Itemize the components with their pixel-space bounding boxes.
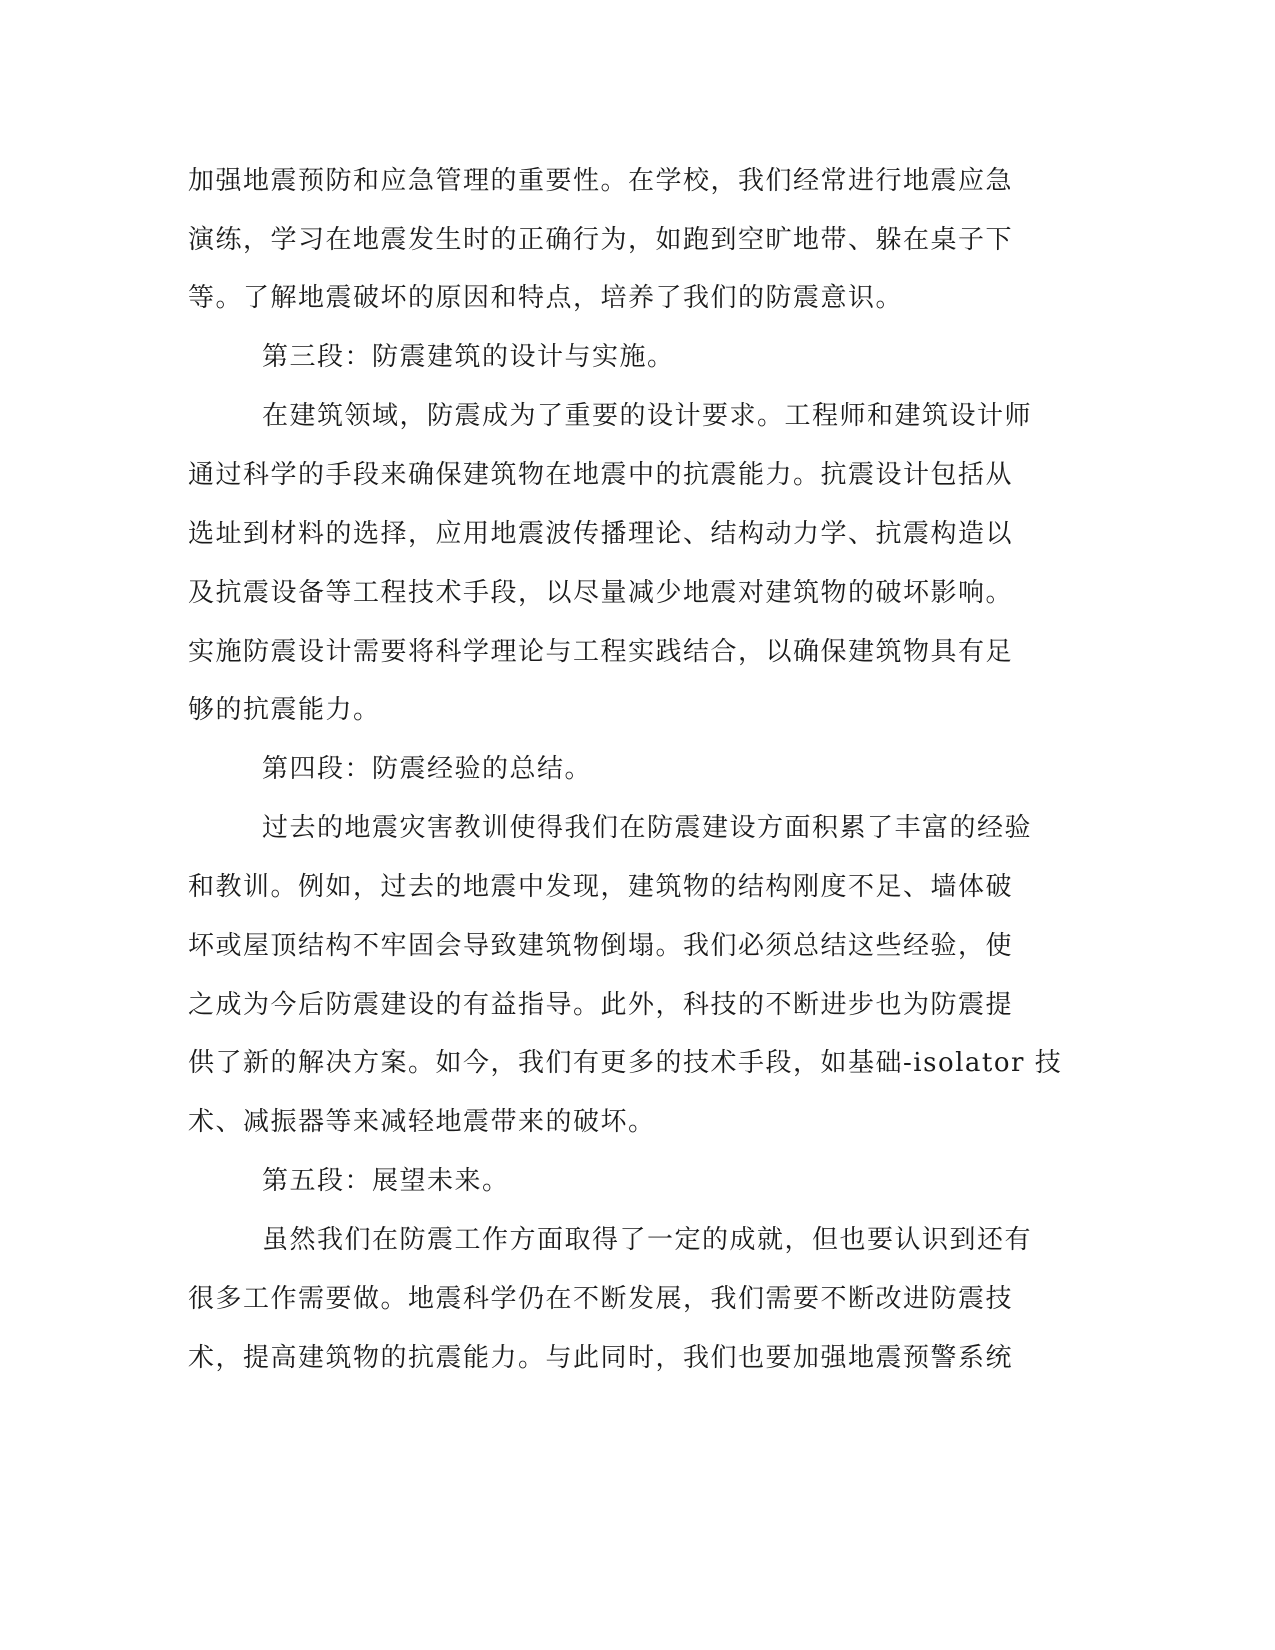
body-text-line: 选址到材料的选择，应用地震波传播理论、结构动力学、抗震构造以 xyxy=(188,519,1014,549)
body-text-line: 很多工作需要做。地震科学仍在不断发展，我们需要不断改进防震技 xyxy=(188,1284,1014,1314)
body-text-line: 供了新的解决方案。如今，我们有更多的技术手段，如基础-isolator 技 xyxy=(188,1048,1063,1078)
body-text-line: 在建筑领域，防震成为了重要的设计要求。工程师和建筑设计师 xyxy=(262,401,1033,431)
body-text-line: 虽然我们在防震工作方面取得了一定的成就，但也要认识到还有 xyxy=(262,1225,1033,1255)
body-text-line: 加强地震预防和应急管理的重要性。在学校，我们经常进行地震应急 xyxy=(188,166,1014,196)
body-text-line: 通过科学的手段来确保建筑物在地震中的抗震能力。抗震设计包括从 xyxy=(188,460,1014,490)
section-heading-3: 第三段：防震建筑的设计与实施。 xyxy=(262,342,675,372)
body-text-line: 及抗震设备等工程技术手段，以尽量减少地震对建筑物的破坏影响。 xyxy=(188,578,1014,608)
section-heading-4: 第四段：防震经验的总结。 xyxy=(262,754,593,784)
body-text-line: 坏或屋顶结构不牢固会导致建筑物倒塌。我们必须总结这些经验，使 xyxy=(188,931,1014,961)
body-text-line: 等。了解地震破坏的原因和特点，培养了我们的防震意识。 xyxy=(188,283,904,313)
body-text-line: 演练，学习在地震发生时的正确行为，如跑到空旷地带、躲在桌子下 xyxy=(188,225,1014,255)
body-text-line: 和教训。例如，过去的地震中发现，建筑物的结构刚度不足、墙体破 xyxy=(188,872,1014,902)
body-text-line: 过去的地震灾害教训使得我们在防震建设方面积累了丰富的经验 xyxy=(262,813,1033,843)
body-text-line: 实施防震设计需要将科学理论与工程实践结合，以确保建筑物具有足 xyxy=(188,637,1014,667)
body-text-line: 术，提高建筑物的抗震能力。与此同时，我们也要加强地震预警系统 xyxy=(188,1343,1014,1373)
body-text-line: 之成为今后防震建设的有益指导。此外，科技的不断进步也为防震提 xyxy=(188,990,1014,1020)
section-heading-5: 第五段：展望未来。 xyxy=(262,1166,510,1196)
body-text-line: 术、减振器等来减轻地震带来的破坏。 xyxy=(188,1107,656,1137)
body-text-line: 够的抗震能力。 xyxy=(188,695,381,725)
